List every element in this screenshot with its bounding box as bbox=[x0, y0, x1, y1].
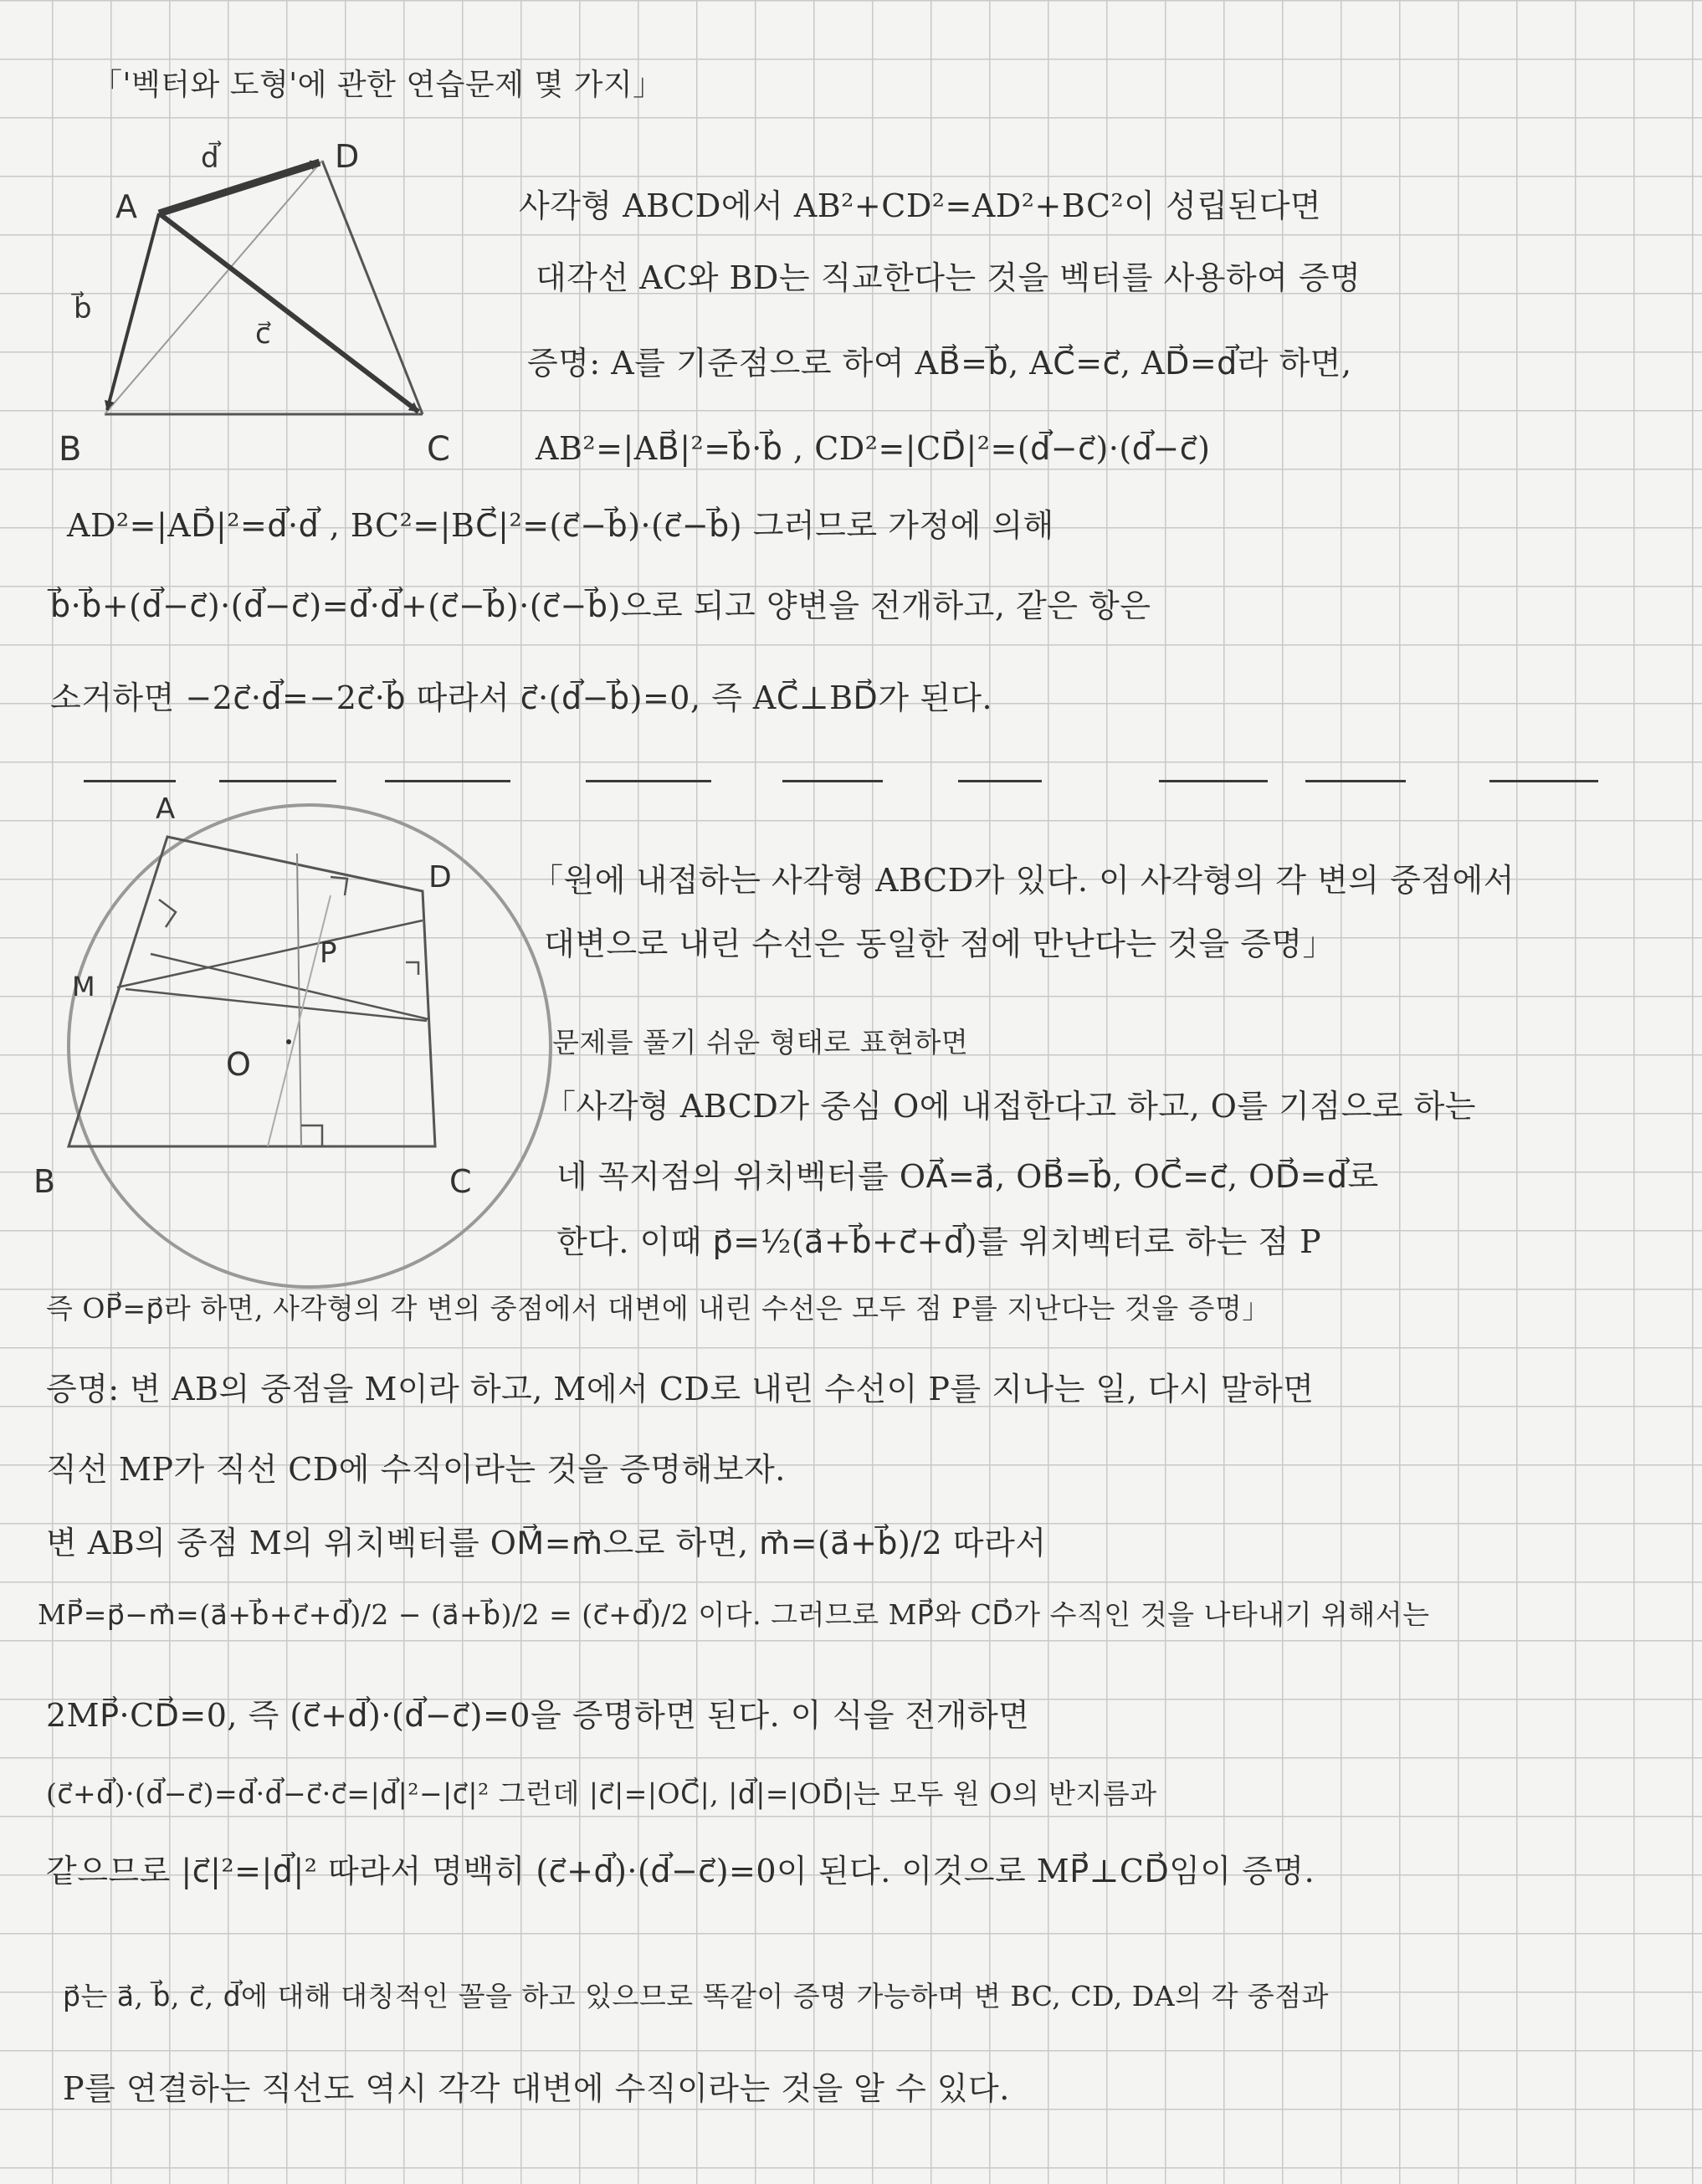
p2-line-9: 직선 MP가 직선 CD에 수직이라는 것을 증명해보자. bbox=[46, 1451, 786, 1488]
p1-line-6: b⃗·b⃗+(d⃗−c⃗)·(d⃗−c⃗)=d⃗·d⃗+(c⃗−b⃗)·(c⃗−b⃗)으로 되고 양변을 전개하고, 같은 항은 bbox=[50, 587, 1151, 624]
separator-dash bbox=[1159, 780, 1268, 782]
vector-ac bbox=[159, 213, 418, 412]
label-vector-b: b⃗ bbox=[74, 292, 92, 326]
separator-dash bbox=[1305, 780, 1406, 782]
p1-line-7: 소거하면 −2c⃗·d⃗=−2c⃗·b⃗ 따라서 c⃗·(d⃗−b⃗)=0, 즉 AC⃗⊥BD⃗가 된다. bbox=[50, 679, 993, 716]
label-d: D bbox=[428, 860, 452, 895]
p2-line-1: 「원에 내접하는 사각형 ABCD가 있다. 이 사각형의 각 변의 중점에서 bbox=[531, 862, 1515, 899]
p2-line-16: P를 연결하는 직선도 역시 각각 대변에 수직이라는 것을 알 수 있다. bbox=[63, 2070, 1010, 2107]
p1-line-2: 대각선 AC와 BD는 직교한다는 것을 벡터를 사용하여 증명 bbox=[536, 259, 1361, 296]
label-o: O bbox=[226, 1046, 251, 1083]
page-title: 「'벡터와 도형'에 관한 연습문제 몇 가지」 bbox=[92, 68, 664, 102]
p2-line-2: 대변으로 내린 수선은 동일한 점에 만난다는 것을 증명」 bbox=[544, 925, 1335, 962]
p2-line-8: 증명: 변 AB의 중점을 M이라 하고, M에서 CD로 내린 수선이 P를 지나는 일, 다시 말하면 bbox=[46, 1371, 1315, 1407]
p2-line-14: 같으므로 |c⃗|²=|d⃗|² 따라서 명백히 (c⃗+d⃗)·(d⃗−c⃗)=0이 된다. 이것으로 MP⃗⊥CD⃗임이 증명. bbox=[46, 1853, 1315, 1889]
separator-dash bbox=[782, 780, 883, 782]
p2-line-4: 「사각형 ABCD가 중심 O에 내접한다고 하고, O를 기점으로 하는 bbox=[544, 1088, 1477, 1125]
label-b: B bbox=[33, 1163, 56, 1200]
p2-line-5: 네 꼭지점의 위치벡터를 OA⃗=a⃗, OB⃗=b⃗, OC⃗=c⃗, OD⃗=d⃗로 bbox=[556, 1158, 1379, 1195]
figure-quadrilateral-vectors bbox=[50, 126, 485, 477]
separator-dash bbox=[958, 780, 1042, 782]
quadrilateral-abcd bbox=[69, 837, 435, 1146]
p1-line-5: AD²=|AD⃗|²=d⃗·d⃗ , BC²=|BC⃗|²=(c⃗−b⃗)·(c⃗−b⃗) 그러므로 가정에 의해 bbox=[67, 507, 1054, 544]
label-vector-d: d⃗ bbox=[201, 141, 219, 175]
label-a: A bbox=[115, 188, 137, 225]
p1-line-1: 사각형 ABCD에서 AB²+CD²=AD²+BC²이 성립된다면 bbox=[519, 187, 1322, 224]
p1-line-3: 증명: A를 기준점으로 하여 AB⃗=b⃗, AC⃗=c⃗, AD⃗=d⃗라 하면, bbox=[527, 345, 1352, 382]
p2-line-7: 즉 OP⃗=p⃗라 하면, 사각형의 각 변의 중점에서 대변에 내린 수선은 모두 점 P를 지난다는 것을 증명」 bbox=[46, 1292, 1270, 1325]
p2-line-11: MP⃗=p⃗−m⃗=(a⃗+b⃗+c⃗+d⃗)/2 − (a⃗+b⃗)/2 = (c⃗+d⃗)/2 이다. 그러므로 MP⃗와 CD⃗가 수직인 것을 나타내기 위해서는 bbox=[38, 1598, 1430, 1631]
label-b: B bbox=[59, 430, 82, 469]
figure-cyclic-quadrilateral bbox=[0, 792, 519, 1297]
p2-line-15: p⃗는 a⃗, b⃗, c⃗, d⃗에 대해 대칭적인 꼴을 하고 있으므로 똑같이 증명 가능하며 변 BC, CD, DA의 각 중점과 bbox=[63, 1980, 1329, 2012]
label-vector-c: c⃗ bbox=[255, 317, 271, 351]
label-d: D bbox=[335, 138, 360, 175]
separator-dash bbox=[385, 780, 510, 782]
p2-line-13: (c⃗+d⃗)·(d⃗−c⃗)=d⃗·d⃗−c⃗·c⃗=|d⃗|²−|c⃗|² 그런데 |c⃗|=|OC⃗|, |d⃗|=|OD⃗|는 모두 원 O의 반지름과 bbox=[46, 1777, 1157, 1810]
center-dot-o bbox=[286, 1039, 291, 1044]
p2-line-12: 2MP⃗·CD⃗=0, 즉 (c⃗+d⃗)·(d⃗−c⃗)=0을 증명하면 된다. 이 식을 전개하면 bbox=[46, 1697, 1030, 1734]
p2-line-6: 한다. 이때 p⃗=½(a⃗+b⃗+c⃗+d⃗)를 위치벡터로 하는 점 P bbox=[556, 1223, 1322, 1260]
vector-ad bbox=[159, 162, 320, 213]
label-c: C bbox=[449, 1163, 472, 1200]
p1-line-4: AB²=|AB⃗|²=b⃗·b⃗ , CD²=|CD⃗|²=(d⃗−c⃗)·(d⃗−c⃗) bbox=[536, 430, 1211, 467]
separator-dash bbox=[219, 780, 336, 782]
p2-line-10: 변 AB의 중점 M의 위치벡터를 OM⃗=m⃗으로 하면, m⃗=(a⃗+b⃗)/2 따라서 bbox=[46, 1525, 1047, 1561]
label-p: P bbox=[320, 936, 337, 970]
label-a: A bbox=[156, 792, 176, 826]
label-c: C bbox=[427, 430, 450, 469]
separator-dash bbox=[84, 780, 176, 782]
circumcircle bbox=[69, 805, 551, 1287]
separator-dash bbox=[586, 780, 711, 782]
separator-dash bbox=[1489, 780, 1598, 782]
p2-line-3: 문제를 풀기 쉬운 형태로 표현하면 bbox=[552, 1026, 969, 1059]
label-m: M bbox=[72, 971, 95, 1002]
